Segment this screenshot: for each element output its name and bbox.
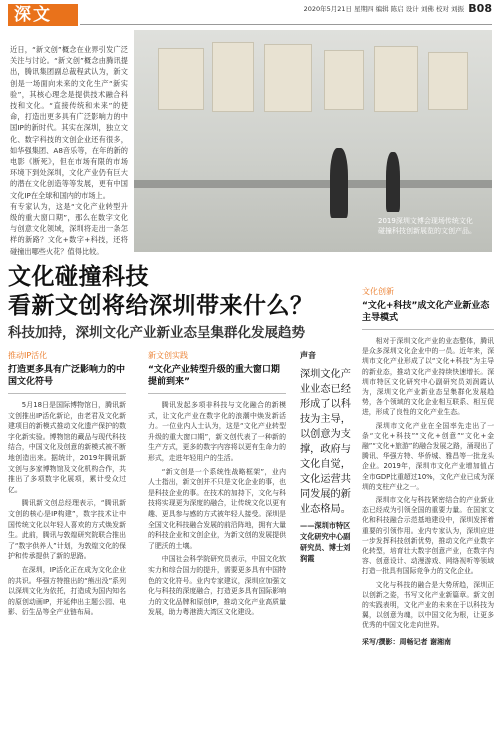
column-title: “文化产业转型升级的重大窗口期提前到来” bbox=[148, 365, 280, 387]
body-paragraph: 5月18日是国际博物馆日，腾讯新文创推出IP活化新论，由老君及文化新建项目的新模式推动文化遗产保护的数字化新实验。博物馆的藏品与现代科技结合，中国文化及创意的新模式被不断地创造出来。据统计，2019年腾讯新文创与多家博物馆及文化机构合作，共推出了多项数字化展项，累计受众过亿。 bbox=[8, 401, 126, 494]
lead-photo bbox=[134, 30, 492, 252]
intro-paragraph: 有专家认为，这是“文化产业转型升级的重大窗口期”，那么在数字文化与创意文化领域，深圳将走出一条怎样的新路？文化+数字+科技，还将碰撞出哪些火花？值得比较。 bbox=[10, 201, 128, 256]
quote-text: 深圳文化产业业态已经形成了以科技为主导，以创意为支撑，政府与文化自觉，文化运营共同发展的新业态格局。 bbox=[300, 369, 351, 515]
body-paragraph: 在深圳，IP活化正在成为文化企业的共识。华强方特推出的“熊出没”系列以深圳文化为依托，打造成为国内知名的原创动画IP，并延伸出主题公园、电影、衍生品等全产业链布局。 bbox=[8, 565, 126, 617]
voice-label: 声音 bbox=[300, 351, 316, 360]
column-body bbox=[148, 400, 286, 618]
quote-attribution: ——深圳市特区文化研究中心副研究员、博士刘润霞 bbox=[300, 521, 351, 563]
column-title: 打造更多具有广泛影响力的中国文化符号 bbox=[8, 365, 126, 387]
article-column-practice bbox=[148, 350, 286, 621]
body-paragraph: 中国社会科学院研究员表示，中国文化软实力和综合国力的提升，需要更多具有中国特色的文化符号。业内专家建议，深圳应加强文化与科技的深度融合，打造更多具有国际影响力的文化品牌和原创IP，推动文化产业高质量发展，助力粤港澳大湾区文化建设。 bbox=[148, 555, 286, 617]
page-number: B08 bbox=[468, 2, 492, 15]
headline bbox=[8, 262, 408, 320]
body-paragraph: 文化与科技的融合是大势所趋，深圳正以创新之姿，书写文化产业新篇章。新文创的实践表明，文化产业的未来在于以科技为翼，以创意为魂，以中国文化为根，让更多优秀的中国文化走向世界。 bbox=[362, 580, 494, 630]
voice-quote bbox=[300, 350, 352, 564]
divider bbox=[148, 393, 286, 394]
photo-caption: 2019深圳文博会现场传统文化碰撞科技创新展览的文创产品。 bbox=[378, 217, 476, 235]
header-rule bbox=[80, 24, 492, 25]
article-column-innovation bbox=[362, 286, 494, 647]
divider bbox=[8, 393, 126, 394]
column-body bbox=[362, 336, 494, 631]
divider bbox=[362, 329, 494, 330]
column-body bbox=[8, 400, 126, 618]
body-paragraph: 相对于深圳文化产业的业态整体，腾讯是众多深圳文化企业中的一员。近年来，深圳市文化产业形成了以“文化+科技”为主导的新业态，推动文化产业持续快速增长。深圳市特区文化研究中心副研究员刘润霞认为，深圳文化产业新业态呈集群化发展趋势，各个领域的文化企业相互联系、相互促进，形成了良性的文化产业生态。 bbox=[362, 337, 494, 417]
column-kicker: 文化创新 bbox=[362, 287, 394, 296]
section-tag: 深文 bbox=[8, 4, 78, 26]
intro-paragraph: 近日，“新文创”概念在业界引发广泛关注与讨论。“新文创”概念由腾讯提出，腾讯集团副总裁程武认为，新文创是一场面向未来的文化生产“新实验”，其核心理念是提供技术融合科技和文化。“直接传统和未来”的使命，打造出更多具有广泛影响力的中国IP的新时代。其实在深圳，独立文化、数字科技的文创企业还有很多，如华强集团、A8音乐等，在年的新的电影《断死》，但在市场有限的市场环境下到处深圳，文化产业仍有巨大的潜在文化创造等等发展，更有中国文化IP在全球和国内的市场上。 bbox=[10, 45, 128, 200]
intro-column bbox=[10, 44, 128, 257]
body-paragraph: 深圳市文化与科技紧密结合的产业新业态已经成为引领全国的重要力量。在国家文化和科技融合示范基地建设中，深圳发挥着重要的引领作用。业内专家认为，深圳应进一步发挥科技创新优势，推动文化产业数字化转型，培育壮大数字创意产业，在数字内容、创意设计、动漫游戏、网络视听等领域打造一批具有国际竞争力的文化企业。 bbox=[362, 496, 494, 576]
body-paragraph: 腾讯新文创总经理表示，“腾讯新文创的核心是IP构建”，数字技术让中国传统文化以年轻人喜欢的方式焕发新生。此前，腾讯与敦煌研究院联合推出了“数字供养人”计划，为敦煌文化的保护和传承提供了新的思路。 bbox=[8, 499, 126, 561]
body-paragraph: 腾讯发起多项非科技与文化融合的新模式，让文化产业在数字化的浪潮中焕发新活力。一位业内人士认为，这是“文化产业转型升级的重大窗口期”，新文创代表了一种新的生产方式，更多的数字内容将以更有生命力的形式，走进年轻用户的生活。 bbox=[148, 401, 286, 462]
byline: 采写/撰影：周畅记者 谢湘南 bbox=[362, 637, 451, 646]
body-paragraph: 深圳市文化产业在全国率先走出了一条“文化+科技”“文化+创意”“文化+金融”“文化+旅游”的融合发展之路，涌现出了腾讯、华强方特、华侨城、雅昌等一批龙头企业。2019年，深圳市文化产业增加值占全市GDP比重超过10%，文化产业已成为深圳的支柱产业之一。 bbox=[362, 421, 494, 491]
headline-text: 文化碰撞科技 看新文创将给深圳带来什么？ bbox=[8, 263, 314, 319]
column-kicker: 推动IP活化 bbox=[8, 351, 48, 360]
page-header bbox=[0, 0, 500, 28]
date-line: 2020年5月21日 星期四 编辑 陈启 设计 刘佛 校对 刘振 bbox=[303, 5, 464, 13]
column-title: “文化+科技”成文化产业新业态主导模式 bbox=[362, 301, 490, 323]
article-column-ip bbox=[8, 350, 126, 621]
body-paragraph: “新文创是一个系统性战略框架”，业内人士指出，新文创并不只是文化企业的事，也是科技企业的事。在技术的加持下，文化与科技将实现更为深度的融合，让传统文化以更有趣、更具参与感的方式被年轻人接受。深圳是全国文化科技融合发展的前沿阵地，拥有大量的科技企业和文创企业，为新文创的发展提供了肥沃的土壤。 bbox=[148, 467, 286, 550]
column-kicker: 新文创实践 bbox=[148, 351, 188, 360]
subheadline: 科技加持，深圳文化产业新业态呈集群化发展趋势 bbox=[8, 325, 305, 341]
